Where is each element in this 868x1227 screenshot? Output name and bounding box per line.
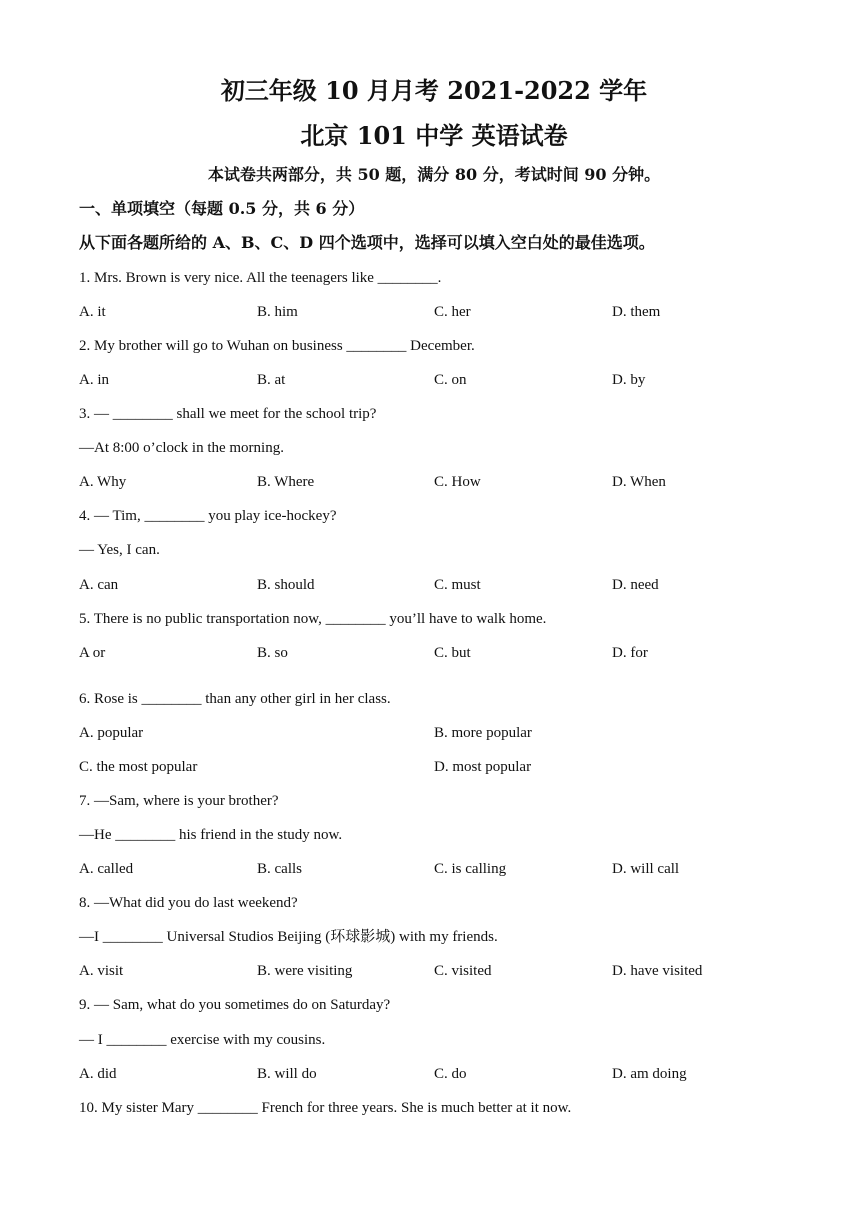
question-4-option-d: D. need xyxy=(612,577,659,593)
question-9-option-c: C. do xyxy=(434,1066,467,1082)
question-7-option-c: C. is calling xyxy=(434,861,507,877)
question-8-option-d: D. have visited xyxy=(612,963,703,979)
question-9-option-d: D. am doing xyxy=(612,1066,687,1082)
question-6-option-b: B. more popular xyxy=(434,725,532,741)
question-9-option-b: B. will do xyxy=(257,1066,317,1082)
question-3-option-d: D. When xyxy=(612,474,666,490)
question-4-option-c: C. must xyxy=(434,577,481,593)
question-6-stem: 6. Rose is ________ than any other girl in her class. xyxy=(79,691,391,707)
question-5-option-b: B. so xyxy=(257,645,288,661)
exam-title-line-1: 初三年级 10 月月考 2021-2022 学年 xyxy=(220,76,648,105)
question-10-stem: 10. My sister Mary ________ French for three years. She is much better at it now. xyxy=(79,1100,572,1116)
section-heading: 一、单项填空（每题 0.5 分，共 6 分） xyxy=(79,199,365,218)
question-2-option-b: B. at xyxy=(257,372,286,388)
question-1-option-d: D. them xyxy=(612,304,661,320)
question-5-option-c: C. but xyxy=(434,645,471,661)
question-1-option-c: C. her xyxy=(434,304,471,320)
question-1-option-b: B. him xyxy=(257,304,298,320)
question-9-stem: 9. — Sam, what do you sometimes do on Saturday? xyxy=(79,997,391,1013)
question-8-option-c: C. visited xyxy=(434,963,492,979)
question-7-stem: 7. —Sam, where is your brother? xyxy=(79,793,279,809)
question-4-option-a: A. can xyxy=(79,577,119,593)
question-2-option-a: A. in xyxy=(79,372,109,388)
question-5-option-a: A or xyxy=(79,645,106,661)
question-4-option-b: B. should xyxy=(257,577,315,593)
question-3-option-b: B. Where xyxy=(257,474,315,490)
question-8-reply: —I ________ Universal Studios Beijing (环球影城) with my friends. xyxy=(79,929,498,945)
question-9-option-a: A. did xyxy=(79,1066,117,1082)
question-6-option-a: A. popular xyxy=(79,725,144,741)
question-3-option-c: C. How xyxy=(434,474,481,490)
question-6-option-c: C. the most popular xyxy=(79,759,198,775)
question-8-option-b: B. were visiting xyxy=(257,963,353,979)
question-3-option-a: A. Why xyxy=(79,474,127,490)
question-3-stem: 3. — ________ shall we meet for the school trip? xyxy=(79,406,377,422)
question-7-reply: —He ________ his friend in the study now. xyxy=(79,827,343,843)
question-7-option-a: A. called xyxy=(79,861,134,877)
question-8-stem: 8. —What did you do last weekend? xyxy=(79,895,298,911)
question-2-option-c: C. on xyxy=(434,372,467,388)
question-2-option-d: D. by xyxy=(612,372,646,388)
question-9-reply: — I ________ exercise with my cousins. xyxy=(79,1032,326,1048)
question-5-option-d: D. for xyxy=(612,645,648,661)
section-instruction: 从下面各题所给的 A、B、C、D 四个选项中，选择可以填入空白处的最佳选项。 xyxy=(79,233,655,252)
question-7-option-d: D. will call xyxy=(612,861,680,877)
question-4-stem: 4. — Tim, ________ you play ice-hockey? xyxy=(79,508,337,524)
question-4-reply: — Yes, I can. xyxy=(79,542,160,558)
question-6-option-d: D. most popular xyxy=(434,759,532,775)
question-5-stem: 5. There is no public transportation now, ________ you’ll have to walk home. xyxy=(79,611,547,627)
question-1-option-a: A. it xyxy=(79,304,106,320)
question-3-reply: —At 8:00 o’clock in the morning. xyxy=(79,440,284,456)
question-2-stem: 2. My brother will go to Wuhan on business ________ December. xyxy=(79,338,475,354)
exam-title-line-2: 北京 101 中学 英语试卷 xyxy=(300,121,568,150)
exam-subtitle: 本试卷共两部分，共 50 题，满分 80 分，考试时间 90 分钟。 xyxy=(207,165,661,184)
question-7-option-b: B. calls xyxy=(257,861,302,877)
question-8-option-a: A. visit xyxy=(79,963,124,979)
question-1-stem: 1. Mrs. Brown is very nice. All the teenagers like ________. xyxy=(79,270,442,286)
